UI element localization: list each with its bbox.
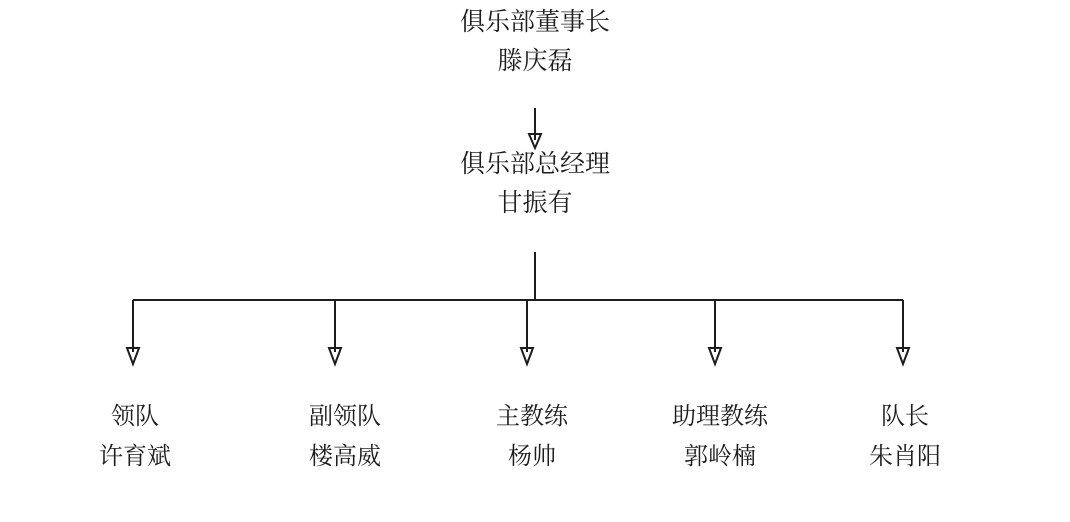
node-staff-1 [245, 398, 445, 477]
node-staff-1-name: 楼高威 [309, 443, 381, 470]
node-staff-1-title: 副领队 [309, 404, 381, 430]
node-chairman-title: 俱乐部董事长 [459, 9, 610, 36]
node-staff-4-name: 朱肖阳 [869, 443, 941, 470]
node-staff-2-name: 杨帅 [508, 443, 556, 470]
node-staff-4 [805, 398, 1005, 477]
node-staff-0 [35, 398, 235, 477]
node-staff-0-name: 许育斌 [99, 443, 171, 470]
node-general-manager-name: 甘振有 [497, 189, 573, 217]
node-staff-0-title: 领队 [111, 404, 159, 430]
node-staff-2-title: 主教练 [496, 404, 568, 430]
node-staff-3 [620, 398, 820, 477]
node-chairman-name: 滕庆磊 [497, 47, 573, 75]
node-staff-3-name: 郭岭楠 [684, 443, 756, 470]
node-chairman [0, 4, 1070, 82]
node-general-manager-title: 俱乐部总经理 [459, 151, 610, 178]
node-staff-4-title: 队长 [881, 404, 929, 430]
node-staff-3-title: 助理教练 [672, 404, 768, 430]
node-general-manager [0, 146, 1070, 224]
node-staff-2 [432, 398, 632, 477]
